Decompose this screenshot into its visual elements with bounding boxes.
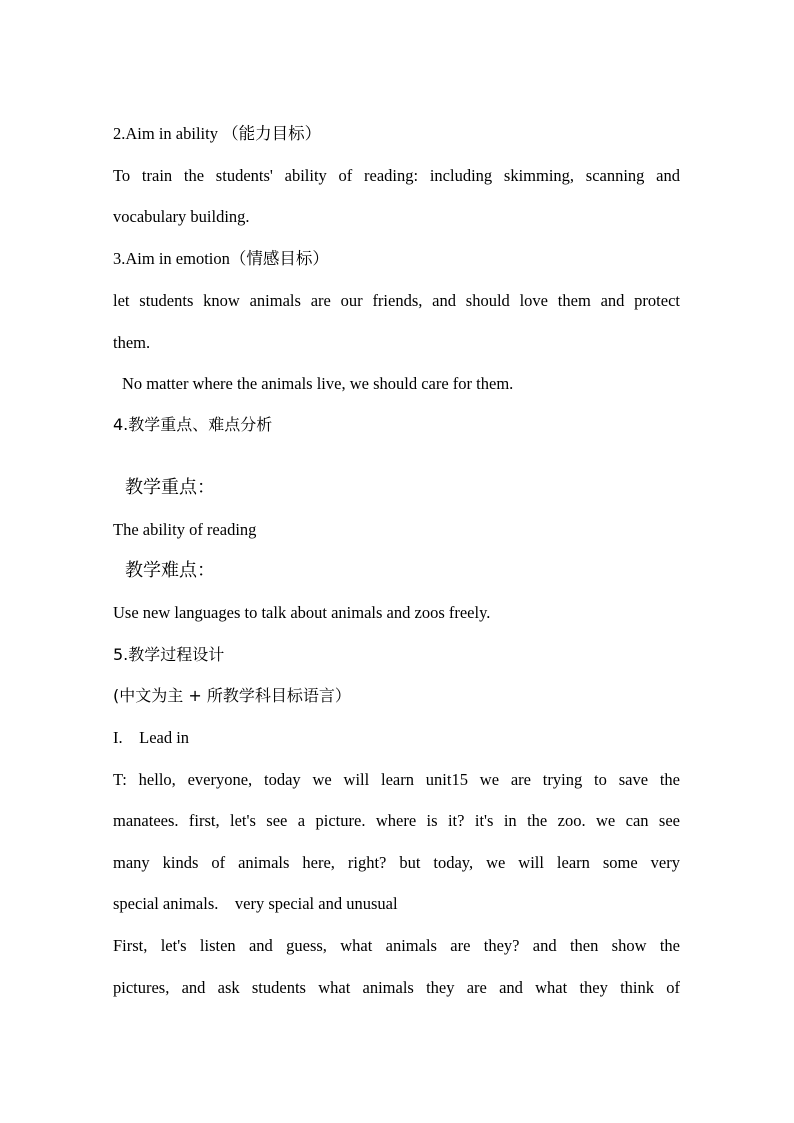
paragraph-line: many kinds of animals here, right? but today, we will learn some very: [113, 853, 680, 872]
paragraph-line: special animals. very special and unusual: [113, 894, 398, 913]
paragraph-line: First, let's listen and guess, what animals are they? and then show the: [113, 936, 680, 955]
paragraph-line: pictures, and ask students what animals they are and what they think of: [113, 978, 680, 997]
label-key-point: 教学重点：: [125, 477, 215, 498]
paragraph-line: T: hello, everyone, today we will learn unit15 we are trying to save the: [113, 770, 680, 789]
paragraph-line: To train the students' ability of reading: including skimming, scanning and: [113, 166, 680, 185]
paragraph-line: vocabulary building.: [113, 207, 250, 226]
heading-aim-emotion: 3.Aim in emotion（情感目标）: [113, 249, 329, 268]
heading-key-points: 4.教学重点、难点分析: [113, 415, 273, 434]
heading-process-design: 5.教学过程设计: [113, 645, 225, 664]
paragraph-line: them.: [113, 333, 151, 352]
paragraph-line: (中文为主 + 所教学科目标语言）: [113, 686, 351, 705]
paragraph-line: Use new languages to talk about animals and zoos freely.: [113, 603, 491, 622]
label-difficult-point: 教学难点：: [125, 560, 215, 581]
heading-aim-ability: 2.Aim in ability （能力目标）: [113, 124, 322, 143]
paragraph-line: No matter where the animals live, we should care for them.: [122, 374, 514, 393]
heading-lead-in: I. Lead in: [113, 728, 190, 747]
paragraph-line: let students know animals are our friends, and should love them and protect: [113, 291, 680, 310]
paragraph-line: manatees. first, let's see a picture. where is it? it's in the zoo. we can see: [113, 811, 680, 830]
paragraph-line: The ability of reading: [113, 520, 257, 539]
